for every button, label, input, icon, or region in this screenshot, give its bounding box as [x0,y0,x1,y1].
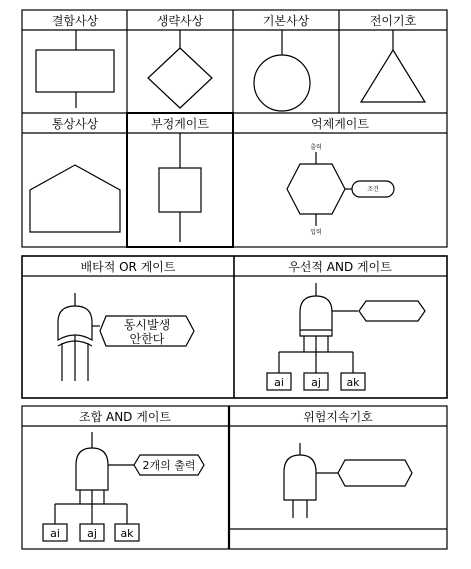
inhibit-input-label: 입력 [310,229,322,236]
combination-input-aj: aj [87,527,97,540]
header-priority-and-gate: 우선적 AND 게이트 [288,260,392,274]
exclusive-or-label-line2: 안한다 [129,332,165,346]
priority-input-aj: aj [311,376,321,389]
combination-input-ak: ak [120,527,134,540]
normal-event-symbol [30,165,120,232]
header-inhibit-gate: 억제게이트 [311,117,369,131]
combination-and-label: 2개의 출력 [142,459,196,472]
basic-event-symbol [254,30,310,111]
inhibit-output-label: 출력 [310,144,322,151]
priority-input-ak: ak [346,376,360,389]
fault-event-symbol [36,30,114,108]
header-danger-duration-symbol: 위험지속기호 [303,410,373,424]
header-negation-gate: 부정게이트 [151,117,209,131]
header-transfer-symbol: 전이기호 [369,14,417,28]
header-fault-event: 결함사상 [51,14,99,28]
combination-and-gate-symbol [43,432,204,541]
inhibit-condition-label: 조건 [367,186,379,193]
danger-duration-symbol [284,443,412,518]
priority-and-gate-symbol [267,283,425,390]
priority-input-ai: ai [274,376,284,389]
header-combination-and-gate: 조합 AND 게이트 [78,410,172,424]
omitted-event-symbol [148,30,212,108]
header-basic-event: 기본사상 [262,14,310,28]
header-normal-event: 통상사상 [51,117,99,131]
negation-gate-symbol [159,133,201,242]
exclusive-or-gate-symbol [58,293,194,381]
transfer-symbol [361,30,425,102]
header-exclusive-or-gate: 배타적 OR 게이트 [80,260,176,274]
exclusive-or-label-line1: 동시발생 [123,318,171,332]
combination-input-ai: ai [50,527,60,540]
bottom-table-frame [22,406,447,549]
header-omitted-event: 생략사상 [156,14,204,28]
